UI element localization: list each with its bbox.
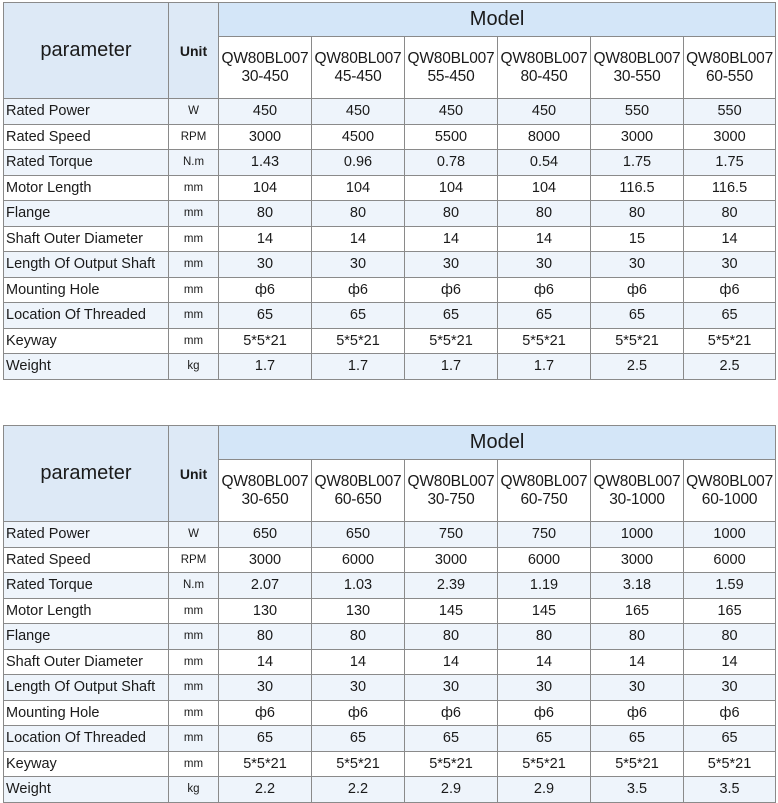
spec-value: 5*5*21: [684, 328, 776, 354]
model-name: [219, 37, 312, 99]
parameter-name: Mounting Hole: [4, 277, 169, 303]
table-row: [4, 124, 776, 150]
spec-value: 0.54: [498, 150, 591, 176]
spec-value: 650: [312, 522, 405, 548]
spec-value: 14: [312, 226, 405, 252]
unit-value: mm: [169, 252, 219, 278]
parameter-name: Location Of Threaded: [4, 726, 169, 752]
model-header: Model: [219, 426, 776, 460]
parameter-name: Motor Length: [4, 175, 169, 201]
parameter-name: Rated Power: [4, 99, 169, 125]
parameter-name: Rated Torque: [4, 150, 169, 176]
model-name: [684, 37, 776, 99]
spec-value: 30: [591, 252, 684, 278]
spec-value: ф6: [219, 277, 312, 303]
unit-value: W: [169, 522, 219, 548]
model-series: QW80BL007: [407, 49, 495, 67]
spec-value: 80: [312, 201, 405, 227]
spec-value: 80: [591, 201, 684, 227]
spec-value: 450: [219, 99, 312, 125]
unit-value: W: [169, 99, 219, 125]
parameter-name: Rated Speed: [4, 547, 169, 573]
model-name: [312, 460, 405, 522]
unit-value: RPM: [169, 547, 219, 573]
spec-value: 80: [684, 201, 776, 227]
spec-value: 14: [498, 649, 591, 675]
spec-value: 1000: [684, 522, 776, 548]
unit-value: mm: [169, 726, 219, 752]
model-series: QW80BL007: [407, 472, 495, 490]
spec-value: 5*5*21: [591, 328, 684, 354]
spec-value: 3000: [219, 547, 312, 573]
spec-value: 14: [219, 649, 312, 675]
model-header: Model: [219, 3, 776, 37]
spec-value: 30: [312, 252, 405, 278]
unit-value: mm: [169, 303, 219, 329]
spec-table-2: [3, 425, 776, 803]
spec-value: 14: [498, 226, 591, 252]
unit-header: Unit: [169, 426, 219, 522]
spec-value: ф6: [498, 277, 591, 303]
spec-value: 65: [684, 303, 776, 329]
unit-value: RPM: [169, 124, 219, 150]
spec-value: 750: [405, 522, 498, 548]
model-name: [405, 37, 498, 99]
unit-value: mm: [169, 201, 219, 227]
spec-value: 14: [684, 226, 776, 252]
spec-value: 65: [498, 303, 591, 329]
spec-value: 5*5*21: [405, 328, 498, 354]
spec-value: 5*5*21: [312, 751, 405, 777]
spec-value: 3.18: [591, 573, 684, 599]
table-row: [4, 150, 776, 176]
spec-value: ф6: [498, 700, 591, 726]
spec-value: 4500: [312, 124, 405, 150]
unit-value: kg: [169, 354, 219, 380]
spec-value: 14: [312, 649, 405, 675]
spec-value: 104: [312, 175, 405, 201]
spec-value: 116.5: [591, 175, 684, 201]
spec-value: 14: [684, 649, 776, 675]
model-variant: 30-450: [241, 67, 289, 85]
spec-value: 0.96: [312, 150, 405, 176]
model-series: QW80BL007: [500, 49, 588, 67]
spec-value: 30: [312, 675, 405, 701]
spec-value: 14: [405, 226, 498, 252]
spec-value: 2.2: [312, 777, 405, 803]
spec-value: 3000: [219, 124, 312, 150]
unit-value: kg: [169, 777, 219, 803]
spec-value: ф6: [405, 700, 498, 726]
spec-value: 3000: [591, 547, 684, 573]
parameter-name: Rated Torque: [4, 573, 169, 599]
model-series: QW80BL007: [686, 49, 774, 67]
model-variant: 60-650: [334, 490, 382, 508]
parameter-name: Length Of Output Shaft: [4, 252, 169, 278]
spec-value: 450: [405, 99, 498, 125]
spec-value: 650: [219, 522, 312, 548]
spec-value: 550: [684, 99, 776, 125]
spec-value: 65: [219, 303, 312, 329]
spec-value: 14: [219, 226, 312, 252]
unit-value: mm: [169, 700, 219, 726]
spec-value: 14: [591, 649, 684, 675]
model-series: QW80BL007: [314, 472, 402, 490]
model-name: [312, 37, 405, 99]
parameter-name: Weight: [4, 777, 169, 803]
spec-value: 6000: [312, 547, 405, 573]
table-row: [4, 175, 776, 201]
model-variant: 55-450: [427, 67, 475, 85]
table-row: [4, 598, 776, 624]
model-variant: 80-450: [520, 67, 568, 85]
spec-value: 2.39: [405, 573, 498, 599]
spec-value: 2.5: [684, 354, 776, 380]
parameter-name: Keyway: [4, 328, 169, 354]
table-row: [4, 726, 776, 752]
spec-value: 3000: [405, 547, 498, 573]
model-series: QW80BL007: [314, 49, 402, 67]
model-variant: 30-650: [241, 490, 289, 508]
table-row: [4, 303, 776, 329]
spec-value: 3.5: [684, 777, 776, 803]
spec-value: 5*5*21: [219, 328, 312, 354]
spec-value: 5*5*21: [498, 751, 591, 777]
spec-value: 5*5*21: [312, 328, 405, 354]
spec-value: 6000: [684, 547, 776, 573]
spec-value: 30: [498, 252, 591, 278]
spec-value: 1.75: [684, 150, 776, 176]
model-name: [498, 37, 591, 99]
spec-value: 145: [405, 598, 498, 624]
model-name: [684, 460, 776, 522]
model-name: [591, 460, 684, 522]
spec-value: 65: [498, 726, 591, 752]
spec-value: 3.5: [591, 777, 684, 803]
parameter-name: Weight: [4, 354, 169, 380]
spec-value: 30: [405, 675, 498, 701]
spec-value: 30: [684, 675, 776, 701]
spec-value: ф6: [684, 700, 776, 726]
spec-value: 130: [312, 598, 405, 624]
spec-value: 450: [498, 99, 591, 125]
model-name: [498, 460, 591, 522]
model-series: QW80BL007: [221, 472, 309, 490]
parameter-header: parameter: [4, 426, 169, 522]
table-row: [4, 354, 776, 380]
unit-value: N.m: [169, 150, 219, 176]
table-row: [4, 700, 776, 726]
table-row: [4, 675, 776, 701]
spec-value: 30: [684, 252, 776, 278]
spec-value: 80: [498, 201, 591, 227]
spec-value: ф6: [591, 700, 684, 726]
unit-value: mm: [169, 226, 219, 252]
spec-value: 104: [405, 175, 498, 201]
spec-value: 8000: [498, 124, 591, 150]
spec-value: 5*5*21: [591, 751, 684, 777]
spec-value: 65: [405, 726, 498, 752]
spec-value: 65: [591, 726, 684, 752]
spec-value: 3000: [591, 124, 684, 150]
parameter-name: Flange: [4, 624, 169, 650]
table-row: [4, 252, 776, 278]
table-row: [4, 226, 776, 252]
unit-header: Unit: [169, 3, 219, 99]
spec-value: 15: [591, 226, 684, 252]
spec-value: ф6: [405, 277, 498, 303]
spec-value: 6000: [498, 547, 591, 573]
spec-value: 80: [312, 624, 405, 650]
table-row: [4, 328, 776, 354]
parameter-name: Length Of Output Shaft: [4, 675, 169, 701]
parameter-name: Rated Speed: [4, 124, 169, 150]
unit-value: mm: [169, 751, 219, 777]
model-variant: 45-450: [334, 67, 382, 85]
model-variant: 60-550: [706, 67, 754, 85]
spec-value: ф6: [312, 700, 405, 726]
spec-value: 2.5: [591, 354, 684, 380]
spec-value: 1.03: [312, 573, 405, 599]
spec-value: 0.78: [405, 150, 498, 176]
spec-value: 165: [684, 598, 776, 624]
spec-value: 1000: [591, 522, 684, 548]
spec-table-1: [3, 2, 776, 380]
spec-value: 65: [312, 726, 405, 752]
spec-value: ф6: [312, 277, 405, 303]
model-variant: 60-1000: [701, 490, 758, 508]
parameter-name: Shaft Outer Diameter: [4, 649, 169, 675]
table-row: [4, 547, 776, 573]
spec-value: 1.7: [312, 354, 405, 380]
spec-value: 2.07: [219, 573, 312, 599]
spec-value: 65: [591, 303, 684, 329]
spec-value: 116.5: [684, 175, 776, 201]
model-series: QW80BL007: [593, 49, 681, 67]
parameter-name: Keyway: [4, 751, 169, 777]
spec-value: 65: [405, 303, 498, 329]
parameter-name: Rated Power: [4, 522, 169, 548]
spec-value: 1.43: [219, 150, 312, 176]
table-row: [4, 99, 776, 125]
table-row: [4, 201, 776, 227]
table-row: [4, 522, 776, 548]
unit-value: mm: [169, 175, 219, 201]
spec-value: 5500: [405, 124, 498, 150]
model-series: QW80BL007: [221, 49, 309, 67]
spec-value: 130: [219, 598, 312, 624]
spec-value: 80: [405, 624, 498, 650]
spec-value: 1.19: [498, 573, 591, 599]
parameter-name: Mounting Hole: [4, 700, 169, 726]
spec-value: 550: [591, 99, 684, 125]
spec-value: 65: [219, 726, 312, 752]
spec-value: 450: [312, 99, 405, 125]
model-variant: 60-750: [520, 490, 568, 508]
model-series: QW80BL007: [686, 472, 774, 490]
spec-value: 65: [684, 726, 776, 752]
spec-value: 30: [591, 675, 684, 701]
spec-value: 104: [498, 175, 591, 201]
model-name: [219, 460, 312, 522]
parameter-name: Flange: [4, 201, 169, 227]
spec-value: 30: [405, 252, 498, 278]
spec-value: 80: [591, 624, 684, 650]
spec-value: 145: [498, 598, 591, 624]
model-variant: 30-1000: [609, 490, 665, 508]
unit-value: mm: [169, 328, 219, 354]
spec-value: 5*5*21: [498, 328, 591, 354]
model-variant: 30-550: [613, 67, 661, 85]
unit-value: mm: [169, 649, 219, 675]
unit-value: mm: [169, 598, 219, 624]
spec-value: 104: [219, 175, 312, 201]
unit-value: mm: [169, 675, 219, 701]
parameter-name: Location Of Threaded: [4, 303, 169, 329]
model-variant: 30-750: [427, 490, 475, 508]
spec-value: ф6: [591, 277, 684, 303]
spec-value: 2.2: [219, 777, 312, 803]
parameter-header: parameter: [4, 3, 169, 99]
spec-value: 65: [312, 303, 405, 329]
spec-value: 2.9: [405, 777, 498, 803]
spec-value: 1.7: [405, 354, 498, 380]
spec-value: 750: [498, 522, 591, 548]
unit-value: N.m: [169, 573, 219, 599]
spec-value: ф6: [219, 700, 312, 726]
spec-value: 5*5*21: [405, 751, 498, 777]
spec-value: 80: [219, 201, 312, 227]
model-series: QW80BL007: [593, 472, 681, 490]
spec-value: 165: [591, 598, 684, 624]
spec-value: 30: [219, 675, 312, 701]
unit-value: mm: [169, 277, 219, 303]
spec-value: 14: [405, 649, 498, 675]
table-row: [4, 751, 776, 777]
model-series: QW80BL007: [500, 472, 588, 490]
spec-value: 80: [405, 201, 498, 227]
spec-value: 5*5*21: [684, 751, 776, 777]
table-row: [4, 777, 776, 803]
table-row: [4, 573, 776, 599]
parameter-name: Motor Length: [4, 598, 169, 624]
spec-value: 30: [219, 252, 312, 278]
spec-value: 1.7: [219, 354, 312, 380]
spec-value: 80: [498, 624, 591, 650]
spec-value: 80: [219, 624, 312, 650]
table-row: [4, 277, 776, 303]
spec-value: 3000: [684, 124, 776, 150]
spec-value: 80: [684, 624, 776, 650]
table-row: [4, 624, 776, 650]
parameter-name: Shaft Outer Diameter: [4, 226, 169, 252]
table-row: [4, 649, 776, 675]
spec-value: 1.75: [591, 150, 684, 176]
spec-value: 1.59: [684, 573, 776, 599]
model-name: [405, 460, 498, 522]
spec-value: ф6: [684, 277, 776, 303]
spec-value: 5*5*21: [219, 751, 312, 777]
model-name: [591, 37, 684, 99]
spec-value: 30: [498, 675, 591, 701]
spec-value: 1.7: [498, 354, 591, 380]
spec-value: 2.9: [498, 777, 591, 803]
unit-value: mm: [169, 624, 219, 650]
